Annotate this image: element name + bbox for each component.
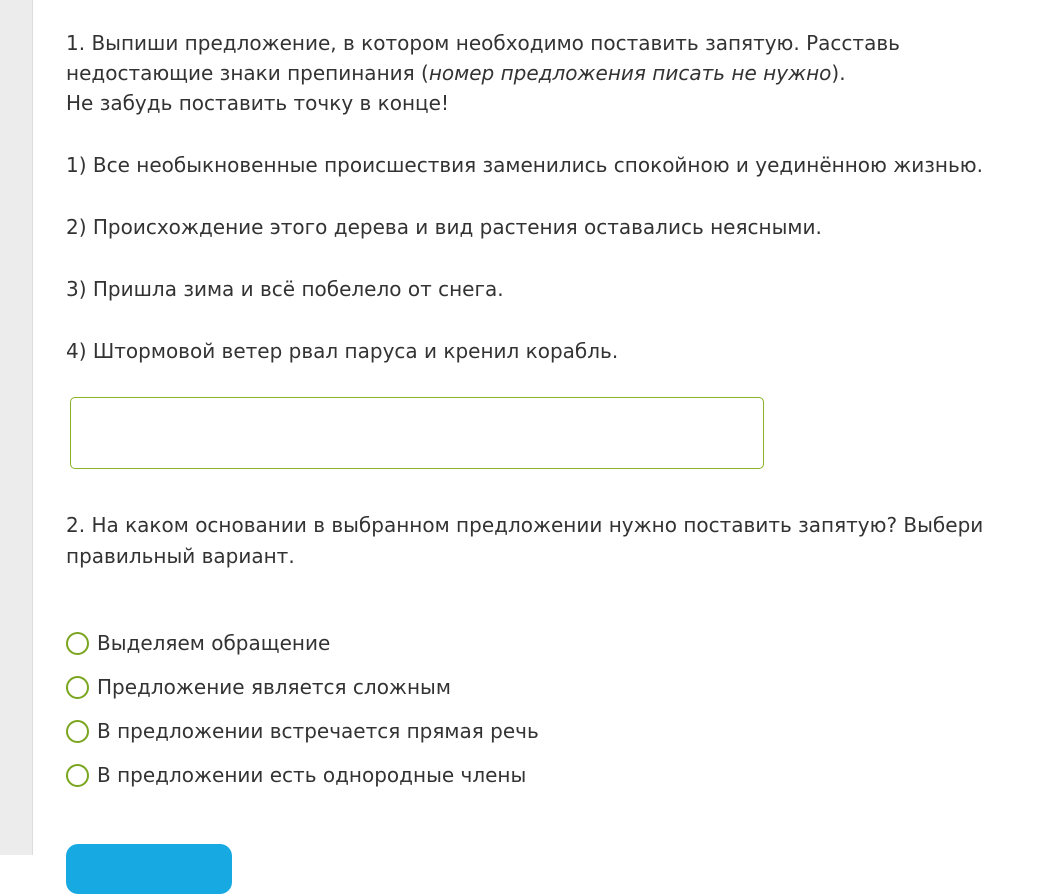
- task2-question: 2. На каком основании в выбранном предложении нужно поставить запятую? Выбери правильный вариант.: [66, 513, 984, 568]
- answer-input[interactable]: [70, 397, 764, 469]
- left-sidebar-strip: [0, 0, 33, 855]
- option-complex-sentence[interactable]: [66, 665, 539, 709]
- option-direct-speech[interactable]: [66, 709, 539, 753]
- question-content: [66, 28, 1006, 787]
- option-label: В предложении есть однородные члены: [97, 763, 527, 787]
- radio-icon[interactable]: [66, 764, 89, 787]
- option-label: В предложении встречается прямая речь: [97, 719, 539, 743]
- option-label: Выделяем обращение: [97, 631, 331, 655]
- task1-line2-italic: номер предложения писать не нужно: [428, 61, 832, 85]
- task1-line3: Не забудь поставить точку в конце!: [66, 91, 449, 115]
- submit-button[interactable]: [66, 844, 232, 894]
- sentence-4: 4) Штормовой ветер рвал паруса и кренил корабль.: [66, 339, 619, 363]
- option-address[interactable]: [66, 621, 539, 665]
- sentence-1: 1) Все необыкновенные происшествия заменились спокойною и уединённою жизнью.: [66, 153, 983, 177]
- task1-instructions: [66, 28, 1006, 118]
- sentence-3: 3) Пришла зима и всё побелело от снега.: [66, 277, 504, 301]
- sentence-2: 2) Происхождение этого дерева и вид растения оставались неясными.: [66, 215, 822, 239]
- task1-line2-prefix: недостающие знаки препинания (: [66, 61, 429, 85]
- radio-icon[interactable]: [66, 632, 89, 655]
- option-homogeneous-members[interactable]: [66, 753, 539, 797]
- task1-line1: 1. Выпиши предложение, в котором необходимо поставить запятую. Расставь: [66, 31, 900, 55]
- radio-icon[interactable]: [66, 720, 89, 743]
- task1-line2-suffix: ).: [831, 61, 846, 85]
- option-label: Предложение является сложным: [97, 675, 451, 699]
- answer-options: [66, 621, 539, 797]
- radio-icon[interactable]: [66, 676, 89, 699]
- sentence-list: [66, 150, 1006, 366]
